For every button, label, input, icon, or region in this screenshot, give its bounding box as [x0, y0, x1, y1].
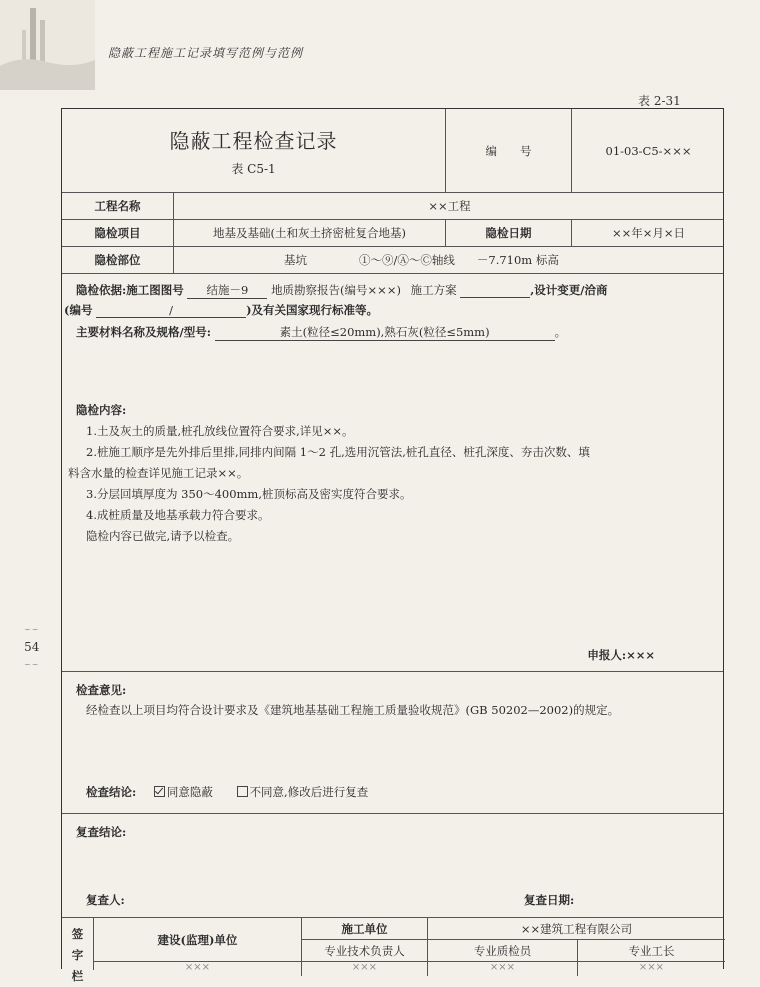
- basis-number-label: (编号: [64, 303, 93, 317]
- basis-plan-blank: [460, 283, 530, 298]
- opinion-label: 检查意见:: [76, 683, 127, 697]
- basis-line-1: [76, 282, 607, 299]
- location-label: 隐检部位: [62, 247, 174, 273]
- signature-area: [62, 918, 723, 983]
- rechecker-label: 复查人:: [86, 893, 125, 907]
- material-label: 主要材料名称及规格/型号:: [76, 325, 211, 339]
- basis-number-value: /: [96, 303, 246, 318]
- basis-drawing: 结施－9: [187, 282, 267, 299]
- location-part-2: ①～⑨/Ⓐ～Ⓒ轴线: [359, 253, 455, 267]
- basis-standards: )及有关国家现行标准等。: [246, 303, 379, 317]
- content-line: 1.土及灰土的质量,桩孔放线位置符合要求,详见××。: [86, 424, 354, 438]
- checkbox-empty-icon[interactable]: [237, 786, 248, 797]
- material-end: 。: [554, 325, 567, 339]
- code-value: 01-03-C5-×××: [605, 143, 692, 158]
- location-row: [62, 247, 723, 274]
- basis-label: 隐检依据:施工图图号: [76, 283, 184, 297]
- inspection-item-row: [62, 220, 723, 247]
- location-value: [174, 247, 725, 273]
- header-decoration-image: [0, 0, 95, 90]
- page-number: 54: [24, 640, 40, 654]
- material-line: [76, 324, 566, 341]
- opinion-block: [62, 672, 723, 814]
- agree-option[interactable]: [154, 785, 213, 799]
- sign-foreman-label: 专业工长: [578, 940, 725, 962]
- basis-line-2: [64, 302, 378, 318]
- sign-construction-value: ××建筑工程有限公司: [428, 918, 725, 940]
- project-name-value: ××工程: [428, 199, 471, 213]
- basis-content-block: [62, 274, 723, 672]
- sign-tech-lead-label: 专业技术负责人: [302, 940, 428, 962]
- material-value: 素土(粒径≤20mm),熟石灰(粒径≤5mm): [215, 324, 555, 341]
- running-header: 隐蔽工程施工记录填写范例与范例: [108, 46, 304, 60]
- date-value: ××年×月×日: [611, 226, 686, 240]
- location-part-1: 基坑: [284, 253, 307, 267]
- project-name-row: [62, 193, 723, 220]
- content-line: 隐检内容已做完,请予以检查。: [86, 529, 240, 543]
- item-value: 地基及基础(土和灰土挤密桩复合地基): [174, 220, 446, 246]
- table-number: 表 2-31: [638, 94, 681, 108]
- sign-qc-label: 专业质检员: [428, 940, 578, 962]
- content-line: 4.成桩质量及地基承载力符合要求。: [86, 508, 270, 522]
- content-line: 2.桩施工顺序是先外排后里排,同排内间隔 1～2 孔,选用沉管法,桩孔直径、桩孔深度、夯击次数、填: [86, 445, 590, 459]
- page-number-block: [24, 625, 39, 669]
- basis-report: 地质勘察报告(编号×××): [271, 283, 401, 297]
- checkbox-checked-icon[interactable]: [154, 786, 165, 797]
- agree-option-label: 同意隐蔽: [166, 785, 213, 799]
- project-name-label: 工程名称: [62, 193, 174, 219]
- sign-value: ×××: [94, 962, 302, 976]
- basis-plan-label: 施工方案: [410, 283, 457, 297]
- form-subtitle: 表 C5-1: [231, 161, 276, 176]
- title-cell: [62, 109, 446, 192]
- sign-construction-label: 施工单位: [302, 918, 428, 940]
- item-label: 隐检项目: [62, 220, 174, 246]
- ornament-icon: ∽∽: [24, 625, 40, 634]
- basis-change-label: ,设计变更/洽商: [530, 283, 608, 297]
- disagree-option[interactable]: [237, 785, 369, 799]
- sign-unit-label: 建设(监理)单位: [94, 918, 302, 962]
- content-line: 3.分层回填厚度为 350～400mm,桩顶标高及密实度符合要求。: [86, 487, 412, 501]
- location-part-3: －7.710m 标高: [476, 253, 559, 267]
- title-row: [62, 109, 723, 193]
- sign-value: ×××: [638, 962, 665, 973]
- sign-value: ×××: [302, 962, 428, 976]
- recheck-block: [62, 814, 723, 918]
- recheck-date-label: 复查日期:: [524, 893, 575, 907]
- date-label: 隐检日期: [446, 220, 572, 246]
- conclusion-label: 检查结论:: [86, 785, 137, 799]
- opinion-text: 经检查以上项目均符合设计要求及《建筑地基基础工程施工质量验收规范》(GB 50202—2002)的规定。: [86, 703, 620, 717]
- reporter: 申报人:×××: [587, 648, 655, 662]
- sign-column-text: 签字栏: [71, 927, 84, 983]
- recheck-label: 复查结论:: [76, 825, 127, 839]
- code-label: 编 号: [446, 109, 572, 192]
- disagree-option-label: 不同意,修改后进行复查: [249, 785, 369, 799]
- ornament-icon: ∽∽: [24, 660, 40, 669]
- content-line: 料含水量的检查详见施工记录××。: [68, 466, 249, 480]
- sign-column-label: [62, 918, 94, 983]
- form-title: 隐蔽工程检查记录: [169, 128, 338, 153]
- conclusion-line: [86, 784, 368, 800]
- inspection-form: [61, 108, 724, 983]
- sign-value: ×××: [428, 962, 578, 976]
- content-label: 隐检内容:: [76, 403, 127, 417]
